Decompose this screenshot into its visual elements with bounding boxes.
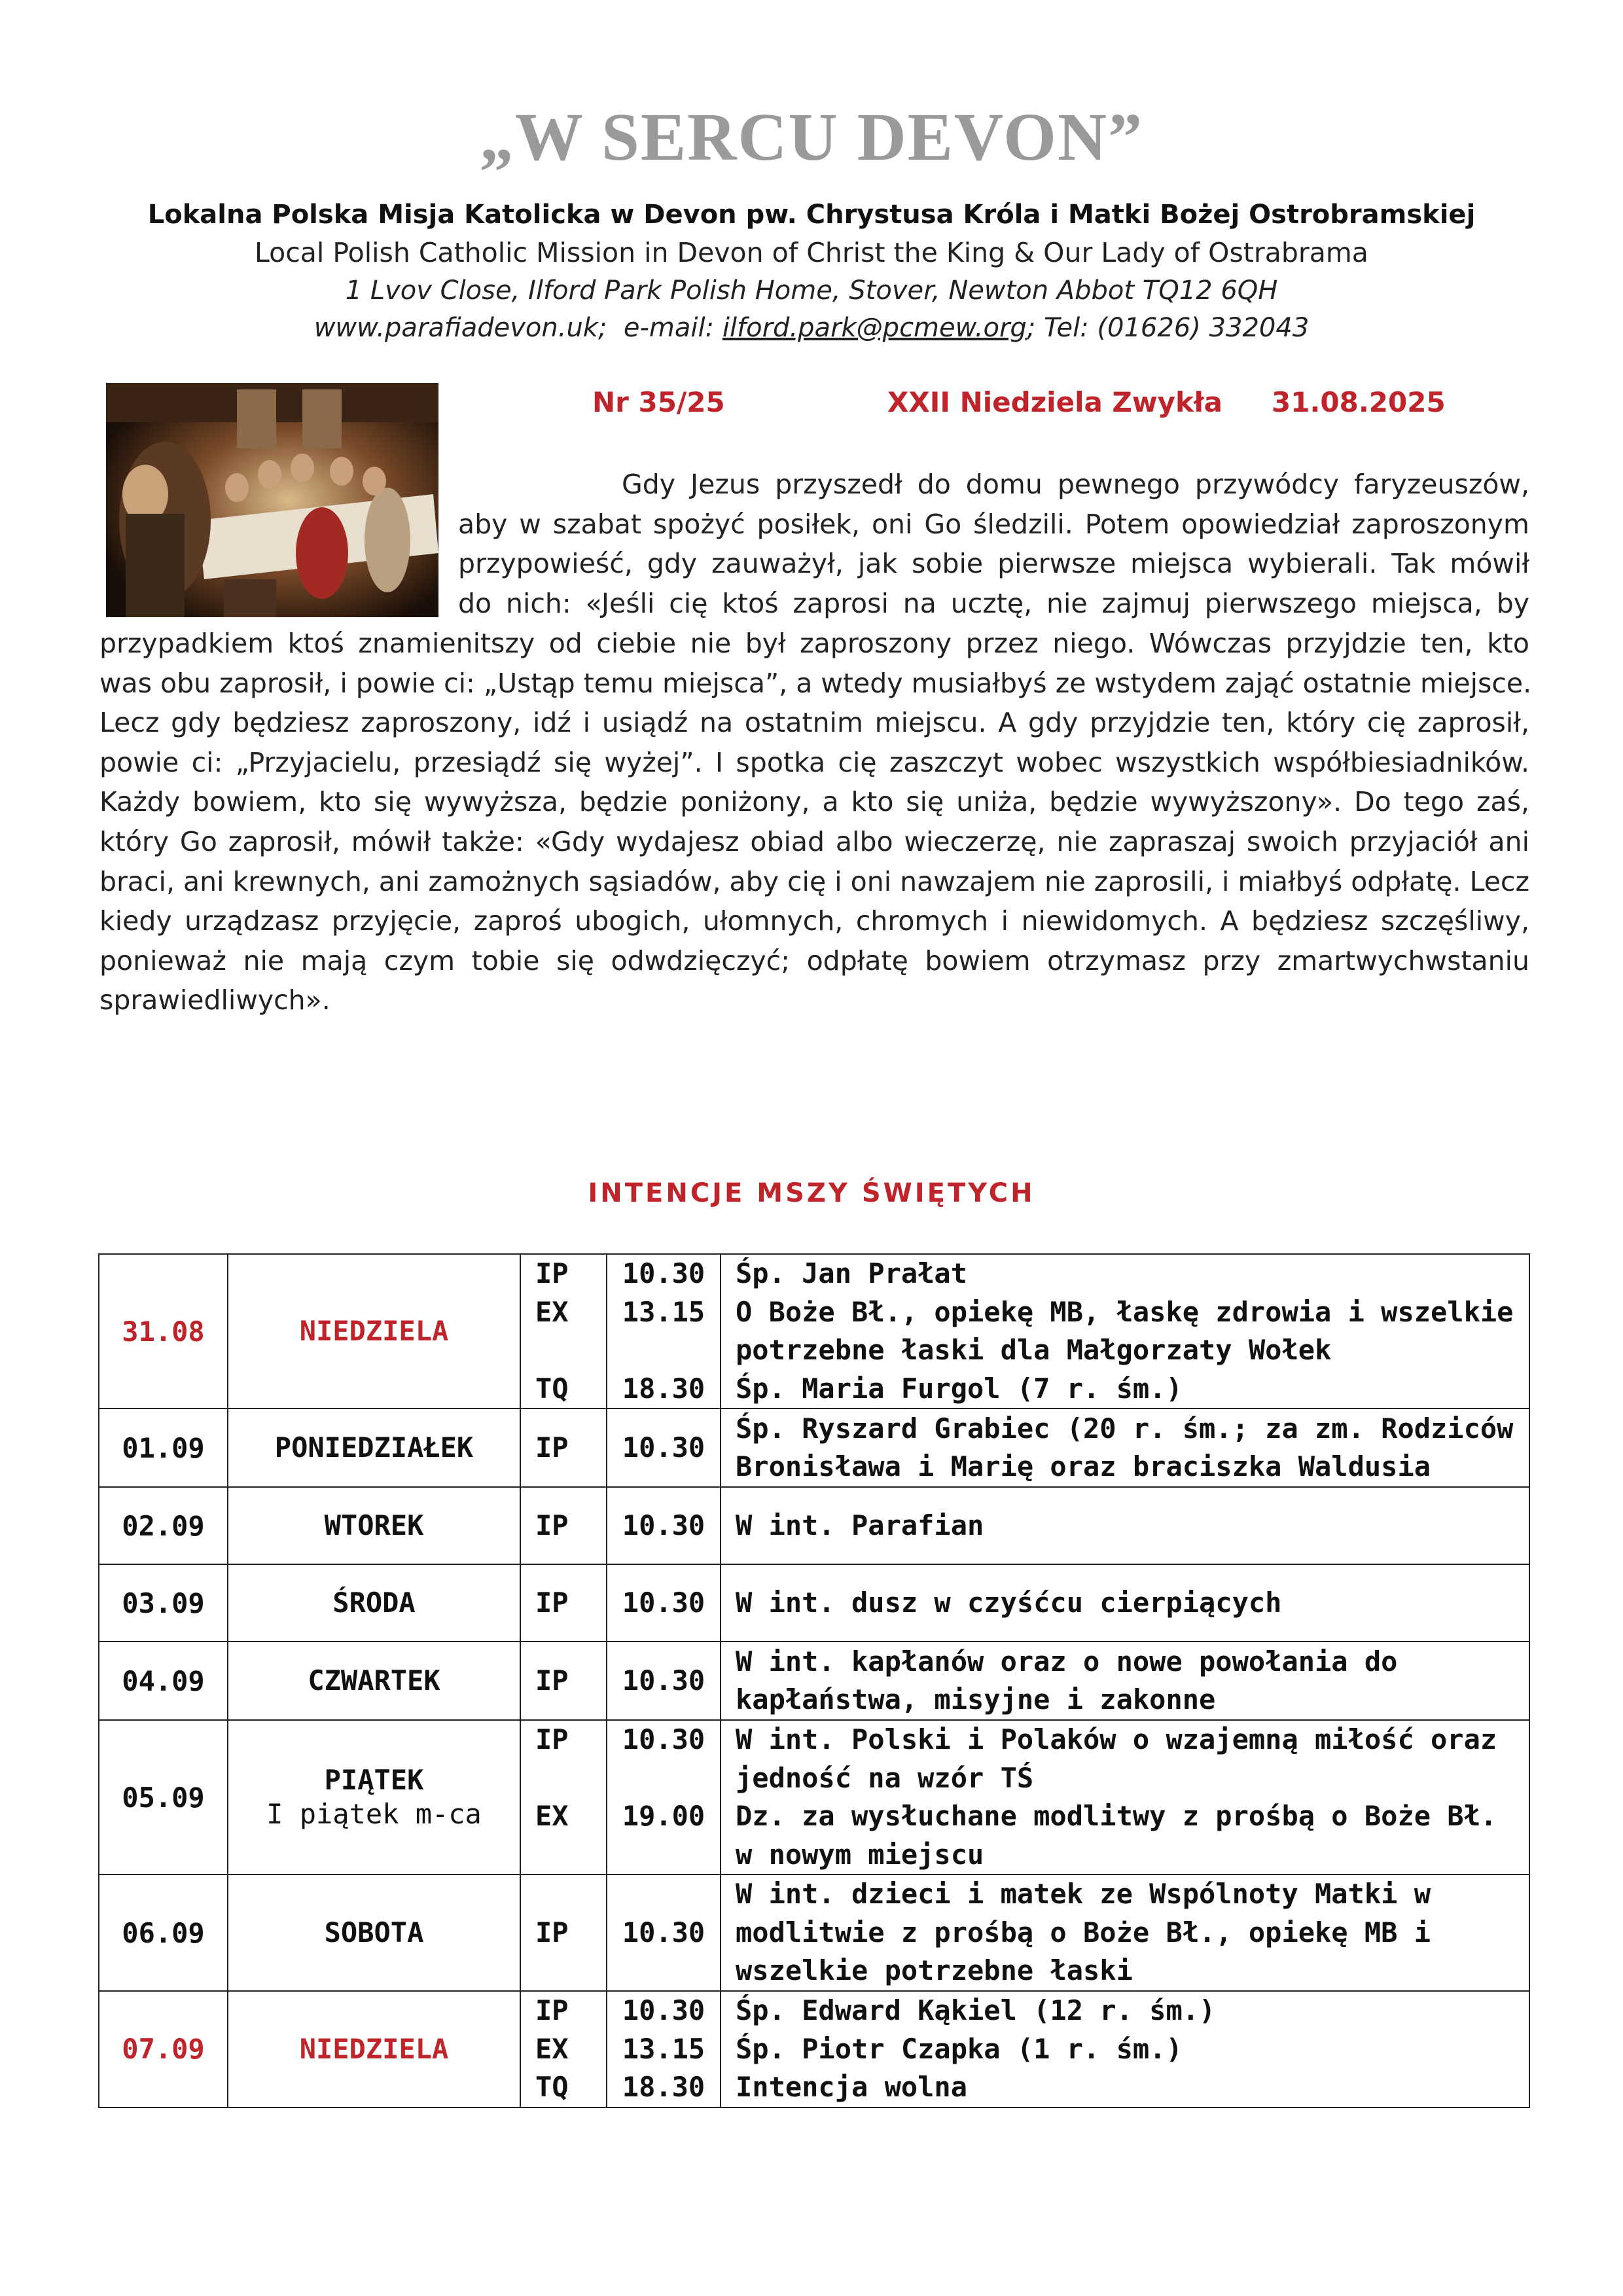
email-label: e-mail: [623, 313, 715, 343]
location-code: EX [535, 1295, 569, 1328]
location-code: IP [535, 1664, 569, 1696]
date-text: 02.09 [122, 1509, 205, 1542]
table-row [99, 1874, 1529, 1991]
intention-cell [721, 1564, 1529, 1641]
mass-time-cell [607, 1874, 721, 1991]
mass-location-cell [520, 1874, 607, 1991]
day-cell [228, 1720, 520, 1874]
table-row [99, 1254, 1529, 1408]
location-code [535, 1836, 606, 1874]
mass-location-cell [520, 1408, 607, 1487]
gospel-line: Lecz gdy będziesz zaproszony, idź i usiądź na ostatnim miejscu. A gdy przyjdzie ten, który cię zaprosił, [99, 707, 1529, 739]
location-code: EX [535, 2032, 569, 2065]
mass-time [607, 1331, 720, 1370]
mass-location-cell [520, 1487, 607, 1564]
gospel-line: powie ci: „Przyjacielu, przesiądź się wyżej”. I spotka cię zaszczyt wobec wszystkich współbiesiadników. [99, 746, 1529, 778]
gospel-line: kiedy urządzasz przyjęcie, zaproś ubogich, ułomnych, chromych i niewidomych. A będziesz szczęśliwy, [99, 905, 1529, 937]
date-text: 31.08 [122, 1315, 205, 1348]
location-code: IP [535, 1431, 569, 1463]
day-cell [228, 1564, 520, 1641]
mass-time: 10.30 [622, 1257, 705, 1289]
date-text: 01.09 [122, 1431, 205, 1464]
mass-location-cell [520, 1720, 607, 1874]
location-code: IP [535, 1509, 569, 1541]
intention-text: Śp. Ryszard Grabiec (20 r. śm.; za zm. Rodziców [736, 1412, 1514, 1444]
intention-cell [721, 1487, 1529, 1564]
location-code: TQ [535, 1372, 569, 1405]
table-row [99, 1564, 1529, 1641]
table-row [99, 1641, 1529, 1720]
mass-time: 10.30 [622, 1586, 705, 1619]
mass-intentions-table [98, 1253, 1530, 2108]
intention-text: Intencja wolna [736, 2071, 968, 2103]
section-title: INTENCJE MSZY ŚWIĘTYCH [588, 1178, 1035, 1208]
email-link[interactable]: ilford.park@pcmew.org [722, 313, 1027, 343]
date-text: 04.09 [122, 1664, 205, 1697]
location-code: IP [535, 1723, 569, 1755]
day-cell [228, 1641, 520, 1720]
day-text: PONIEDZIAŁEK [274, 1431, 474, 1463]
feast-painting [106, 383, 438, 617]
mass-time: 19.00 [622, 1800, 705, 1832]
gospel-line: przypadkiem ktoś znamienitszy od ciebie nie był zaproszony przez niego. Wówczas przyjdzie ten, kto [99, 628, 1529, 659]
website-link[interactable]: www.parafiadevon.uk; [313, 313, 607, 343]
gospel-line: do nich: «Jeśli cię ktoś zaprosi na ucztę, nie zajmuj pierwszego miejsca, by [458, 587, 1529, 619]
mass-time: 18.30 [622, 2071, 705, 2103]
day-text: CZWARTEK [308, 1664, 440, 1696]
intention-text: W int. kapłanów oraz o nowe powołania do [736, 1645, 1398, 1677]
date-text: 06.09 [122, 1916, 205, 1949]
intention-text: W int. Parafian [736, 1509, 984, 1541]
gospel-text-bottom [99, 624, 1532, 1020]
day-text: I piątek m-ca [266, 1798, 482, 1830]
gospel-line: który Go zaprosił, mówił także: «Gdy wydajesz obiad albo wieczerzę, nie zapraszaj swoich przyjaciół ani [99, 825, 1529, 857]
location-code: EX [535, 1800, 569, 1832]
mass-time-cell [607, 1641, 721, 1720]
intention-cell [721, 1720, 1529, 1874]
issue-number: Nr 35/25 [592, 386, 725, 418]
location-code: IP [535, 1916, 569, 1948]
mass-location-cell [520, 1991, 607, 2108]
day-text: SOBOTA [324, 1916, 424, 1948]
mass-time-cell [607, 1720, 721, 1874]
day-text: NIEDZIELA [299, 2032, 449, 2065]
mass-time: 10.30 [622, 1509, 705, 1541]
intention-text: Dz. za wysłuchane modlitwy z prośbą o Boże Bł. [736, 1800, 1497, 1832]
date-text: 07.09 [122, 2033, 205, 2066]
date-cell [99, 1991, 228, 2108]
day-cell [228, 1874, 520, 1991]
location-code: IP [535, 1586, 569, 1619]
intention-cell [721, 1641, 1529, 1720]
intention-text: jedność na wzór TŚ [736, 1761, 1034, 1794]
day-text: WTOREK [324, 1509, 424, 1541]
location-code [535, 1331, 606, 1370]
mass-time: 10.30 [622, 1723, 705, 1755]
date-text: 05.09 [122, 1781, 205, 1814]
gospel-line: Gdy Jezus przyszedł do domu pewnego przywódcy faryzeuszów, [622, 469, 1529, 500]
date-cell [99, 1874, 228, 1991]
day-cell [228, 1487, 520, 1564]
date-cell [99, 1487, 228, 1564]
mass-time: 10.30 [622, 1431, 705, 1463]
mass-time-cell [607, 1564, 721, 1641]
mass-time: 10.30 [622, 1664, 705, 1696]
issue-date: 31.08.2025 [1272, 386, 1446, 418]
table-row [99, 1991, 1529, 2108]
date-cell [99, 1564, 228, 1641]
mission-address: 1 Lvov Close, Ilford Park Polish Home, Stover, Newton Abbot TQ12 6QH [345, 276, 1278, 306]
gospel-line: was obu zaprosił, i powie ci: „Ustąp temu miejsca”, a wtedy musiałbyś ze wstydem zająć ostatnie miejsce. [99, 667, 1532, 699]
mass-time: 18.30 [622, 1372, 705, 1405]
intention-text: W int. dzieci i matek ze Wspólnoty Matki w [736, 1878, 1431, 1910]
table-row [99, 1487, 1529, 1564]
mass-time: 10.30 [622, 1916, 705, 1948]
intention-cell [721, 1991, 1529, 2108]
gospel-line: sprawiedliwych». [99, 984, 330, 1016]
date-cell [99, 1641, 228, 1720]
mass-location-cell [520, 1564, 607, 1641]
intention-text: modlitwie z prośbą o Boże Bł., opiekę MB i [736, 1916, 1431, 1948]
liturgical-sunday: XXII Niedziela Zwykła [887, 386, 1222, 418]
intention-text: w nowym miejscu [736, 1838, 984, 1871]
intention-text: Bronisława i Marię oraz braciszka Waldusia [736, 1450, 1431, 1482]
mass-time-cell [607, 1487, 721, 1564]
intention-text: O Boże Bł., opiekę MB, łaskę zdrowia i wszelkie [736, 1295, 1514, 1328]
day-text: NIEDZIELA [299, 1315, 449, 1347]
day-cell [228, 1408, 520, 1487]
mass-location-cell [520, 1641, 607, 1720]
intention-text: Śp. Maria Furgol (7 r. śm.) [736, 1372, 1183, 1405]
gospel-line: przypowieść, gdy zauważył, jak sobie pierwsze miejsca wybierali. Tak mówił [458, 548, 1529, 580]
location-code: IP [535, 1994, 569, 2026]
mass-time-cell [607, 1254, 721, 1408]
mass-time: 13.15 [622, 1295, 705, 1328]
gospel-line: Każdy bowiem, kto się wywyższa, będzie poniżony, a kto się uniża, będzie wywyższony». Do tego zaś, [99, 786, 1529, 818]
day-text: ŚRODA [332, 1587, 416, 1619]
table-row [99, 1720, 1529, 1874]
mass-time-cell [607, 1991, 721, 2108]
mission-name-en: Local Polish Catholic Mission in Devon of Christ the King & Our Lady of Ostrabrama [255, 237, 1368, 268]
day-cell [228, 1254, 520, 1408]
table-row [99, 1408, 1529, 1487]
intention-cell [721, 1874, 1529, 1991]
date-cell [99, 1408, 228, 1487]
mass-time-cell [607, 1408, 721, 1487]
gospel-line: braci, ani krewnych, ani zamożnych sąsiadów, aby cię i oni nawzajem nie zaprosili, i miałbyś odpłatę. Lecz [99, 865, 1529, 897]
intention-cell [721, 1254, 1529, 1408]
intention-text: W int. dusz w czyśćcu cierpiących [736, 1586, 1282, 1619]
intention-text: potrzebne łaski dla Małgorzaty Wołek [736, 1334, 1332, 1366]
intention-text: kapłaństwa, misyjne i zakonne [736, 1683, 1216, 1715]
intention-text: Śp. Jan Prałat [736, 1257, 968, 1289]
contact-line [0, 312, 1623, 344]
day-cell [228, 1991, 520, 2108]
location-code: IP [535, 1257, 569, 1289]
mass-time: 13.15 [622, 2032, 705, 2065]
gospel-line: aby w szabat spożyć posiłek, oni Go śledzili. Potem opowiedział zaproszonym [458, 508, 1529, 540]
intention-text: wszelkie potrzebne łaski [736, 1954, 1133, 1987]
intention-text: W int. Polski i Polaków o wzajemną miłość oraz [736, 1723, 1497, 1755]
phone-text: ; Tel: (01626) 332043 [1026, 313, 1310, 343]
day-text: PIĄTEK [324, 1764, 424, 1796]
date-text: 03.09 [122, 1587, 205, 1619]
mass-time [607, 1836, 720, 1874]
intention-cell [721, 1408, 1529, 1487]
intention-text: Śp. Piotr Czapka (1 r. śm.) [736, 2032, 1183, 2065]
mass-time [607, 1759, 720, 1798]
gospel-line: ponieważ nie mają czym tobie się odwdzięczyć; odpłatę bowiem otrzymasz przy zmartwychwstaniu [99, 944, 1529, 977]
date-cell [99, 1254, 228, 1408]
location-code: TQ [535, 2071, 569, 2103]
gospel-text-top [458, 465, 1529, 623]
mass-location-cell [520, 1254, 607, 1408]
mission-name-pl: Lokalna Polska Misja Katolicka w Devon pw. Chrystusa Króla i Matki Bożej Ostrobramskiej [147, 200, 1476, 230]
date-cell [99, 1720, 228, 1874]
intention-text: Śp. Edward Kąkiel (12 r. śm.) [736, 1994, 1216, 2026]
location-code [535, 1759, 606, 1798]
page-title: „W SERCU DEVON” [479, 99, 1144, 175]
mass-time: 10.30 [622, 1994, 705, 2026]
